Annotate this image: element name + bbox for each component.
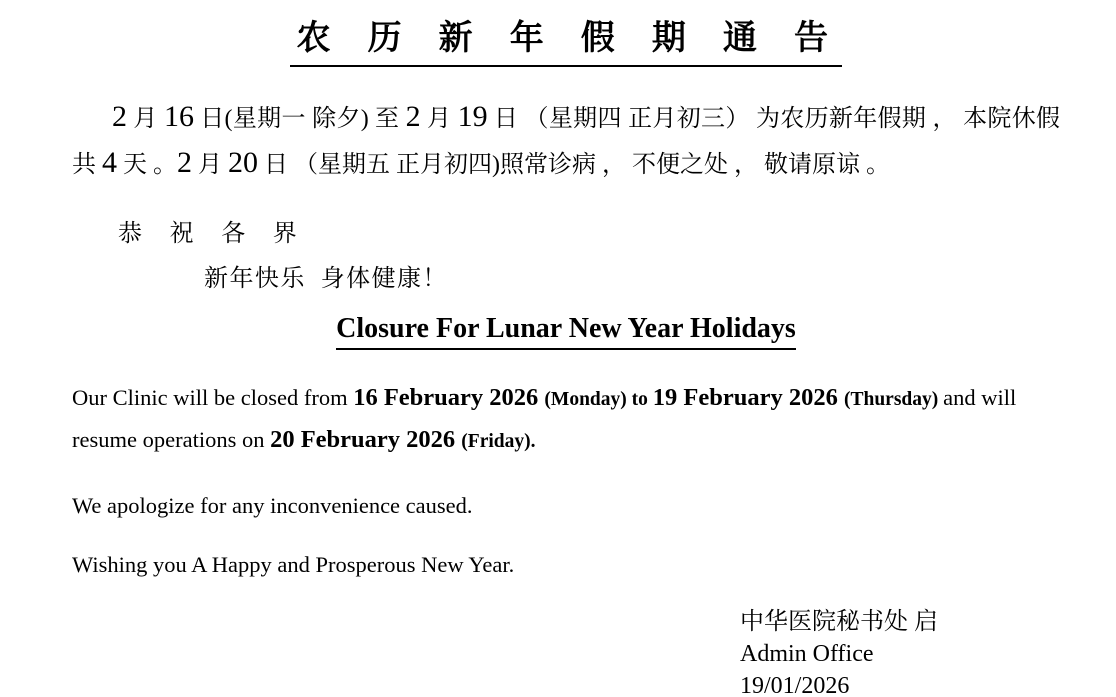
- text-segment: (Monday) to: [544, 389, 653, 411]
- text-segment: Our Clinic will be closed from: [72, 385, 354, 411]
- wish-line: Wishing you A Happy and Prosperous New Year.: [72, 552, 515, 578]
- english-body-paragraph: [72, 378, 1060, 462]
- text-segment: 月: [127, 105, 164, 132]
- text-segment: and will resume operations on: [72, 385, 1017, 453]
- english-heading-text: Closure For Lunar New Year Holidays: [336, 311, 796, 350]
- text-segment: 16: [163, 99, 194, 133]
- text-segment: 月: [192, 151, 228, 178]
- chinese-greeting-line-2: 新年快乐 身体健康！: [204, 265, 448, 292]
- chinese-title: [72, 16, 1060, 67]
- text-segment: 天 。: [117, 151, 177, 178]
- text-segment: (Friday).: [461, 431, 536, 453]
- text-segment: 20 February 2026: [270, 426, 462, 454]
- text-segment: 16 February 2026: [353, 384, 545, 412]
- text-segment: 月: [420, 105, 458, 132]
- text-segment: 日(星期一 除夕) 至: [193, 105, 406, 132]
- text-segment: 19: [457, 99, 488, 133]
- chinese-title-text: 农 历 新 年 假 期 通 告: [290, 16, 843, 67]
- text-segment: 20: [228, 145, 258, 179]
- signature-block: [740, 606, 1060, 697]
- chinese-greeting-line-1: 恭 祝 各 界: [118, 220, 308, 247]
- signature-date: 19/01/2026: [740, 673, 850, 697]
- chinese-body-paragraph: [72, 95, 1060, 187]
- signature-office-english: Admin Office: [740, 641, 874, 668]
- text-segment: 19 February 2026: [652, 384, 844, 412]
- text-segment: 日 （星期四 正月初三） 为农历新年假期 ， 本院休假共: [72, 105, 1061, 178]
- text-segment: 4: [102, 145, 117, 179]
- text-segment: 2: [112, 99, 127, 133]
- apology-line: We apologize for any inconvenience caused.: [72, 493, 473, 519]
- signature-org-chinese: 中华医院秘书处 启: [740, 609, 938, 636]
- text-segment: 2: [177, 145, 192, 179]
- text-segment: (Thursday): [843, 389, 944, 411]
- english-heading: [72, 311, 1060, 350]
- text-segment: 2: [405, 99, 421, 133]
- text-segment: 日 （星期五 正月初四)照常诊病 ， 不便之处 ， 敬请原谅 。: [258, 151, 890, 178]
